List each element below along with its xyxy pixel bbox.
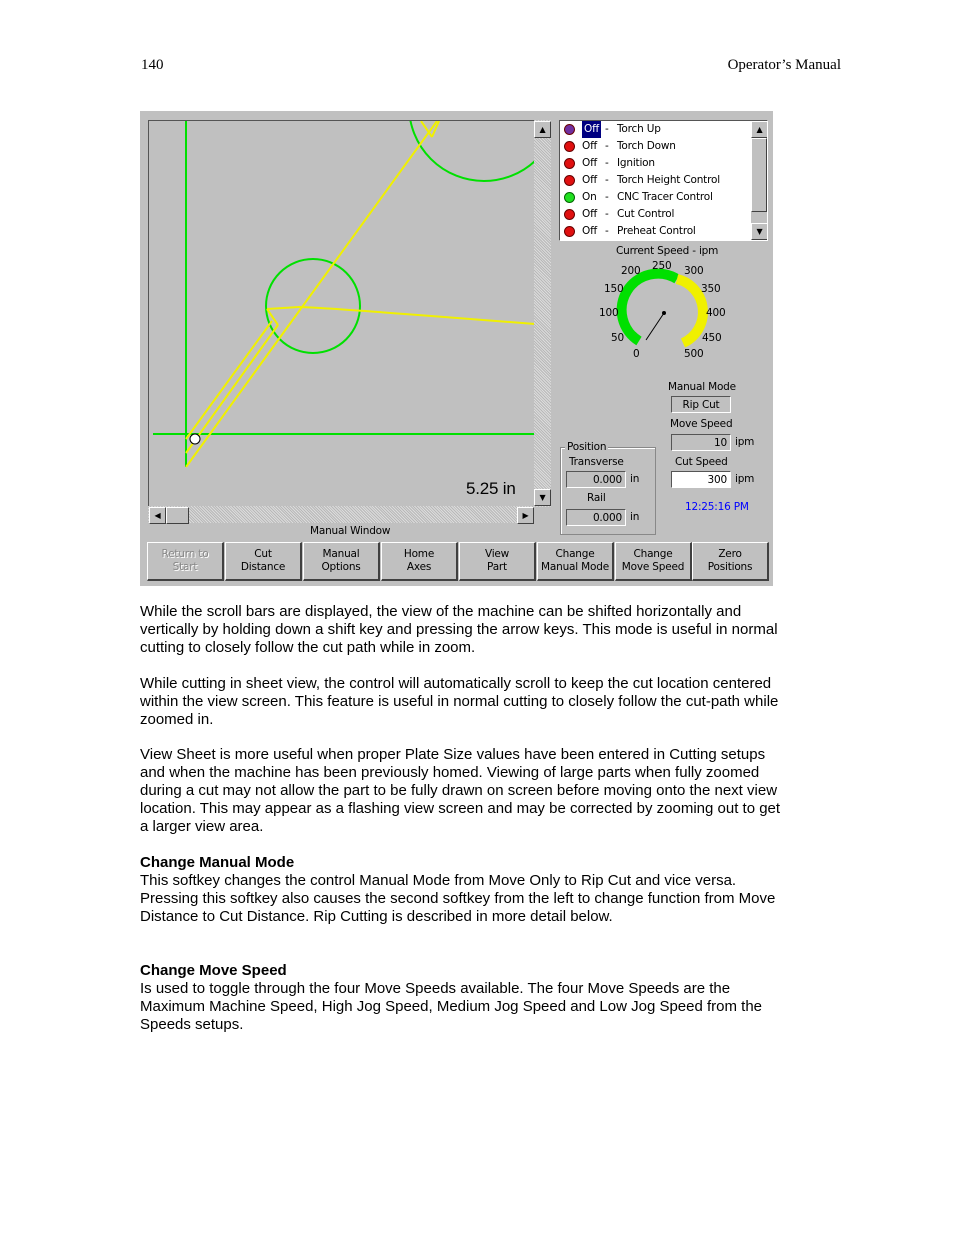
- manual-mode-field: Rip Cut: [671, 396, 731, 413]
- status-label: Ignition: [617, 157, 655, 169]
- status-separator: -: [605, 140, 609, 152]
- text-line: Pressing this softkey also causes the second softkey from the left to change function from Move: [140, 890, 776, 907]
- paragraph-view-sheet: [140, 746, 780, 836]
- text-line: during a cut may not allow the part to be fully drawn on screen before moving onto the next view: [140, 782, 778, 799]
- softkey-line1: Change: [633, 548, 673, 560]
- gauge-tick-label: 0: [633, 348, 640, 360]
- rail-label: Rail: [587, 492, 606, 504]
- horizontal-scrollbar[interactable]: [148, 506, 534, 523]
- section-heading: Change Manual Mode: [140, 854, 295, 871]
- softkey-line1: Return to: [161, 548, 209, 560]
- view-part-button[interactable]: [459, 542, 536, 581]
- transverse-unit: in: [630, 473, 640, 485]
- softkey-line2: Part: [487, 561, 507, 573]
- status-separator: -: [605, 123, 609, 135]
- text-line: location. This may appear as a flashing view screen and may be corrected by zooming out to get: [140, 800, 781, 817]
- transverse-label: Transverse: [569, 456, 624, 468]
- status-state: Off: [582, 225, 598, 237]
- text-line: Speeds setups.: [140, 1016, 244, 1033]
- rail-field: 0.000: [566, 509, 626, 526]
- scroll-left-icon[interactable]: ◀: [149, 507, 166, 524]
- status-list-scrollbar[interactable]: [751, 121, 767, 240]
- cut-speed-field[interactable]: 300: [671, 471, 731, 488]
- softkey-line1: Manual: [322, 548, 360, 560]
- status-label: Preheat Control: [617, 225, 696, 237]
- text-line: and when the machine has been previously homed. Viewing of large parts when fully zoomed: [140, 764, 760, 781]
- status-list[interactable]: [559, 120, 768, 241]
- status-label: Torch Height Control: [617, 174, 720, 186]
- section-change-move-speed: [140, 962, 762, 1034]
- softkey-line1: Cut: [254, 548, 272, 560]
- scroll-right-icon[interactable]: ▶: [517, 507, 534, 524]
- horizontal-scroll-thumb[interactable]: [166, 507, 189, 524]
- zoom-readout: 5.25 in: [466, 479, 516, 498]
- zero-positions-button[interactable]: [692, 542, 769, 581]
- page-number: 140: [141, 57, 164, 73]
- section-change-manual-mode: [140, 854, 775, 926]
- clock: 12:25:16 PM: [685, 501, 749, 513]
- gauge-tick-label: 350: [701, 283, 721, 295]
- status-led-icon: [564, 175, 575, 186]
- status-led-icon: [564, 192, 575, 203]
- text-line: View Sheet is more useful when proper Plate Size values have been entered in Cutting setups: [140, 746, 766, 763]
- window-label: Manual Window: [310, 525, 391, 537]
- return-to-start-button[interactable]: [147, 542, 224, 581]
- text-line: a larger view area.: [140, 818, 264, 835]
- hand-cursor-icon: [190, 434, 200, 444]
- gauge-needle: [646, 313, 664, 340]
- status-state: Off: [582, 174, 598, 186]
- gauge-tick-label: 50: [611, 332, 624, 344]
- transverse-field: 0.000: [566, 471, 626, 488]
- status-separator: -: [605, 157, 609, 169]
- cut-speed-unit: ipm: [735, 473, 755, 485]
- gauge-title: Current Speed - ipm: [616, 245, 719, 257]
- change-manual-mode-button[interactable]: [537, 542, 614, 581]
- status-state: On: [582, 191, 597, 203]
- gauge-green-arc: [622, 274, 677, 341]
- status-led-icon: [564, 226, 575, 237]
- text-line: This softkey changes the control Manual Mode from Move Only to Rip Cut and vice versa.: [140, 872, 737, 889]
- gauge-tick-label: 500: [684, 348, 704, 360]
- text-line: cutting to closely follow the cut path while in zoom.: [140, 639, 476, 656]
- gauge-tick-label: 150: [604, 283, 624, 295]
- part-view-canvas[interactable]: [148, 120, 535, 507]
- text-line: Is used to toggle through the four Move Speeds available. The four Move Speeds are the: [140, 980, 731, 997]
- text-line: Maximum Machine Speed, High Jog Speed, Medium Jog Speed and Low Jog Speed from the: [140, 998, 763, 1015]
- gauge-tick-label: 450: [702, 332, 722, 344]
- softkey-line2: Manual Mode: [541, 561, 609, 573]
- status-label: CNC Tracer Control: [617, 191, 713, 203]
- text-line: zoomed in.: [140, 711, 214, 728]
- paragraph-scroll-bars: [140, 603, 778, 657]
- change-move-speed-button[interactable]: [615, 542, 692, 581]
- status-led-icon: [564, 158, 575, 169]
- paragraph-sheet-view: [140, 675, 778, 729]
- softkey-line1: Change: [555, 548, 595, 560]
- status-label: Torch Down: [617, 140, 676, 152]
- gauge-tick-label: 300: [684, 265, 704, 277]
- text-line: While cutting in sheet view, the control will automatically scroll to keep the cut location centered: [140, 675, 772, 692]
- softkey-line2: Move Speed: [621, 561, 685, 573]
- gauge-tick-label: 400: [706, 307, 726, 319]
- gauge-yellow-arc: [677, 279, 703, 343]
- section-heading: Change Move Speed: [140, 962, 287, 979]
- gauge-tick-label: 100: [599, 307, 619, 319]
- softkey-line2: Options: [321, 561, 361, 573]
- softkey-line2: Start: [172, 561, 198, 573]
- manual-title: Operator’s Manual: [727, 57, 841, 73]
- text-line: Distance to Cut Distance. Rip Cutting is described in more detail below.: [140, 908, 613, 925]
- status-label: Torch Up: [617, 123, 661, 135]
- status-led-icon: [564, 209, 575, 220]
- text-line: While the scroll bars are displayed, the view of the machine can be shifted horizontally and: [140, 603, 742, 620]
- vertical-scrollbar[interactable]: [534, 120, 551, 507]
- text-line: vertically by holding down a shift key and pressing the arrow keys. This mode is useful in normal: [140, 621, 778, 638]
- manual-mode-label: Manual Mode: [668, 381, 736, 393]
- rail-unit: in: [630, 511, 640, 523]
- status-separator: -: [605, 191, 609, 203]
- manual-options-button[interactable]: [303, 542, 380, 581]
- softkey-line1: Zero: [718, 548, 742, 560]
- move-speed-field[interactable]: 10: [671, 434, 731, 451]
- status-separator: -: [605, 225, 609, 237]
- text-line: within the view screen. This feature is useful in normal cutting to closely follow the cut-path while: [140, 693, 779, 710]
- status-label: Cut Control: [617, 208, 675, 220]
- softkey-line1: View: [484, 548, 510, 560]
- gauge-hub: [662, 311, 666, 315]
- scroll-down-icon[interactable]: ▼: [751, 223, 768, 240]
- status-state: Off: [582, 140, 598, 152]
- status-led-icon: [564, 124, 575, 135]
- cut-distance-button[interactable]: [225, 542, 302, 581]
- status-led-icon: [564, 141, 575, 152]
- position-group-label: Position: [567, 441, 607, 453]
- cut-path-drawing: [149, 121, 535, 507]
- softkey-line2: Distance: [240, 561, 286, 573]
- softkey-line1: Home: [403, 548, 435, 560]
- scroll-up-icon[interactable]: ▲: [534, 121, 551, 138]
- gauge-tick-label: 200: [621, 265, 641, 277]
- status-scroll-thumb[interactable]: [751, 138, 767, 212]
- status-state: Off: [582, 208, 598, 220]
- scroll-down-icon[interactable]: ▼: [534, 489, 551, 506]
- gauge-tick-label: 250: [652, 260, 672, 272]
- status-separator: -: [605, 174, 609, 186]
- home-axes-button[interactable]: [381, 542, 458, 581]
- softkey-line2: Positions: [707, 561, 753, 573]
- softkey-line2: Axes: [406, 561, 432, 573]
- status-state: Off: [582, 157, 598, 169]
- status-separator: -: [605, 208, 609, 220]
- status-state: Off: [582, 121, 601, 138]
- cut-speed-label: Cut Speed: [675, 456, 728, 468]
- move-speed-label: Move Speed: [670, 418, 733, 430]
- move-speed-unit: ipm: [735, 436, 755, 448]
- scroll-up-icon[interactable]: ▲: [751, 121, 768, 138]
